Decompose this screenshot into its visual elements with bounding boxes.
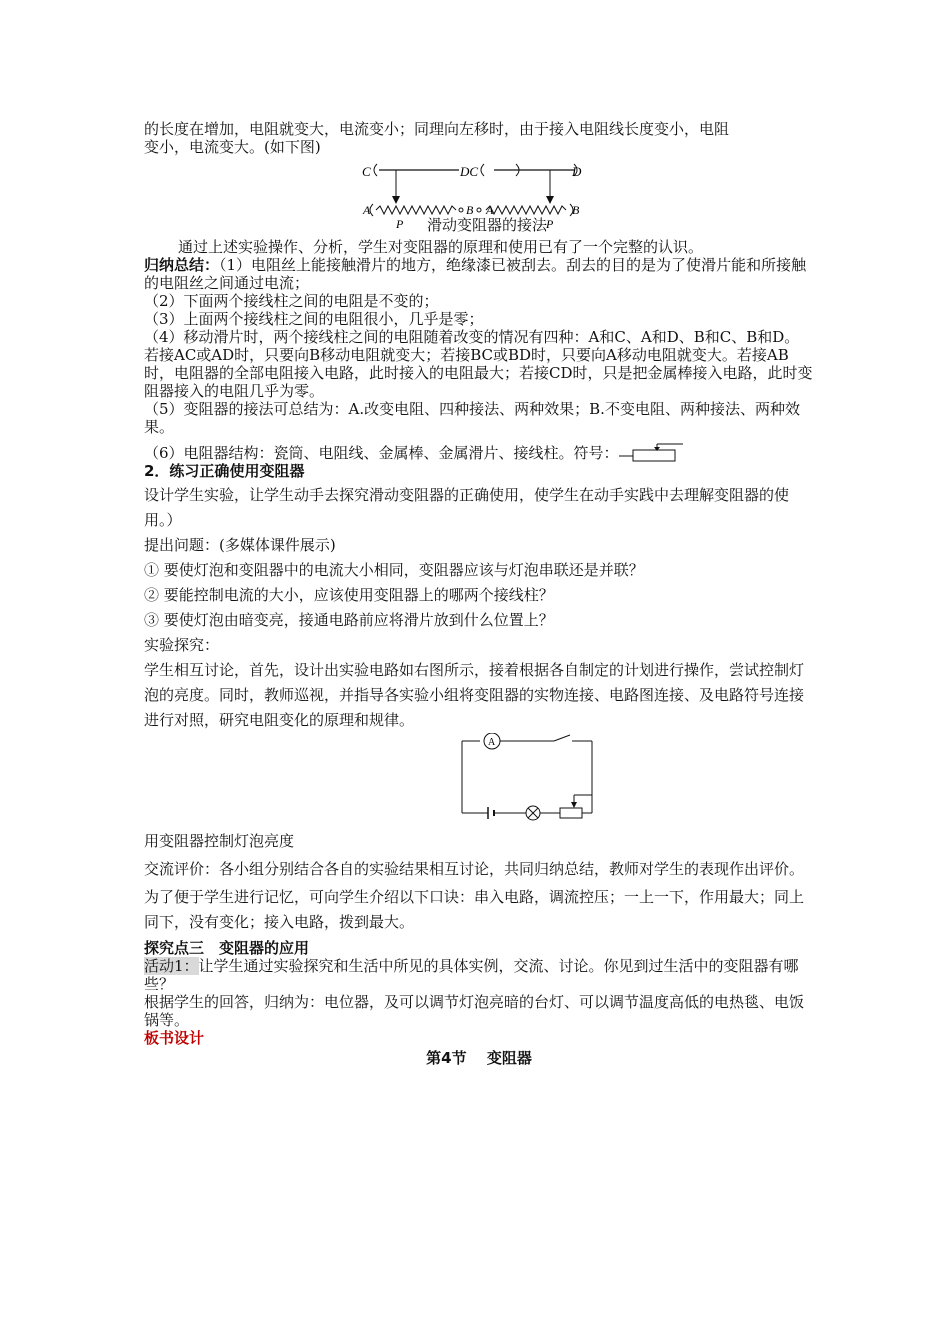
label-d: D [572, 164, 582, 179]
memo-text: 为了便于学生进行记忆，可向学生介绍以下口诀：串入电路，调流控压；一上一下，作用最大；同上同下，没有变化；接入电路，拨到最大。 [144, 888, 805, 931]
label-b-right: B [572, 203, 580, 217]
summary-point-5: （5）变阻器的接法可总结为：A.改变电阻、四种接法、两种效果；B.不变电阻、两种接法、两种效果。 [144, 400, 800, 436]
question-1: ① 要使灯泡和变阻器中的电流大小相同，变阻器应该与灯泡串联还是并联？ [144, 561, 644, 579]
answer-text: 根据学生的回答，归纳为：电位器，及可以调节灯泡亮暗的台灯、可以调节温度高低的电热毯、电饭锅等。 [144, 993, 805, 1029]
summary-point-1: （1）电阻丝上能接触滑片的地方，绝缘漆已被刮去。刮去的目的是为了使滑片能和所接触的电阻丝之间通过电流； [144, 256, 807, 292]
summary-point-2: （2）下面两个接线柱之间的电阻是不变的； [144, 292, 439, 310]
rheostat-figure [144, 156, 814, 232]
intro-line-2: 变小，电流变大。(如下图) [144, 138, 321, 156]
summary-intro: 通过上述实验操作、分析，学生对变阻器的原理和使用已有了一个完整的认识。 [178, 238, 704, 256]
summary-point-4: （4）移动滑片时，两个接线柱之间的电阻随着改变的情况有四种：A和C、A和D、B和C、B和D。若接AC或AD时，只要向B移动电阻就变大；若接BC或BD时，只要向A移动电阻就变大。若接AB时，电阻器的全部电阻接入电路，此时接入的电阻最大；若接CD时，只是把金属棒接入电路，此时变阻器接入的电阻几乎为零。 [144, 328, 813, 400]
label-p-left: P [396, 217, 404, 231]
summary-point-6: （6）电阻器结构：瓷筒、电阻线、金属棒、金属滑片、接线柱。符号： [144, 444, 619, 462]
board-heading: 第4节 变阻器 [426, 1049, 532, 1067]
label-dc: DC [460, 164, 479, 179]
rheostat-caption: 滑动变阻器的接法 [427, 216, 548, 234]
summary-point-3: （3）上面两个接线柱之间的电阻很小，几乎是零； [144, 310, 484, 328]
explore-text: 学生相互讨论，首先，设计出实验电路如右图所示，接着根据各自制定的计划进行操作，尝试控制灯泡的亮度。同时，教师巡视，并指导各实验小组将变阻器的实物连接、电路图连接、及电路符号连接进行对照，研究电阻变化的原理和规律。 [144, 661, 805, 729]
ammeter-label: A [488, 737, 496, 748]
label-b-left: B [466, 203, 474, 217]
question-2: ② 要能控制电流的大小，应该使用变阻器上的哪两个接线柱？ [144, 586, 554, 604]
label-p-right: P [546, 217, 554, 231]
explore-label: 实验探究： [144, 636, 220, 654]
intro-line-1: 的长度在增加，电阻就变大，电流变小；同理向左移时，由于接入电阻线长度变小，电阻 [144, 120, 730, 138]
section2-title: 2．练习正确使用变阻器 [144, 462, 305, 480]
label-c: C [362, 164, 371, 179]
document-page [144, 120, 814, 1067]
section3-title: 探究点三 变阻器的应用 [144, 939, 310, 957]
label-a-right: A [486, 203, 494, 217]
label-a-left: A [363, 203, 371, 217]
circuit-figure [144, 733, 814, 829]
board-title: 板书设计 [144, 1029, 205, 1047]
section2-design: 设计学生实验，让学生动手去探究滑动变阻器的正确使用，使学生在动手实践中去理解变阻器的使用。） [144, 486, 790, 529]
activity-label: 活动1： [144, 957, 199, 975]
exchange-text: 交流评价：各小组分别结合各自的实验结果相互讨论，共同归纳总结，教师对学生的表现作出评价。 [144, 860, 805, 878]
circuit-caption: 用变阻器控制灯泡亮度 [144, 832, 295, 850]
question-3: ③ 要使灯泡由暗变亮，接通电路前应将滑片放到什么位置上？ [144, 611, 554, 629]
summary-title: 归纳总结： [144, 256, 220, 274]
circuit-diagram [144, 733, 814, 829]
activity-text: 让学生通过实验探究和生活中所见的具体实例，交流、讨论。你见到过生活中的变阻器有哪些？ [144, 957, 799, 993]
section2-ask: 提出问题：(多媒体课件展示) [144, 536, 336, 554]
resistor-symbol-icon [619, 442, 683, 462]
